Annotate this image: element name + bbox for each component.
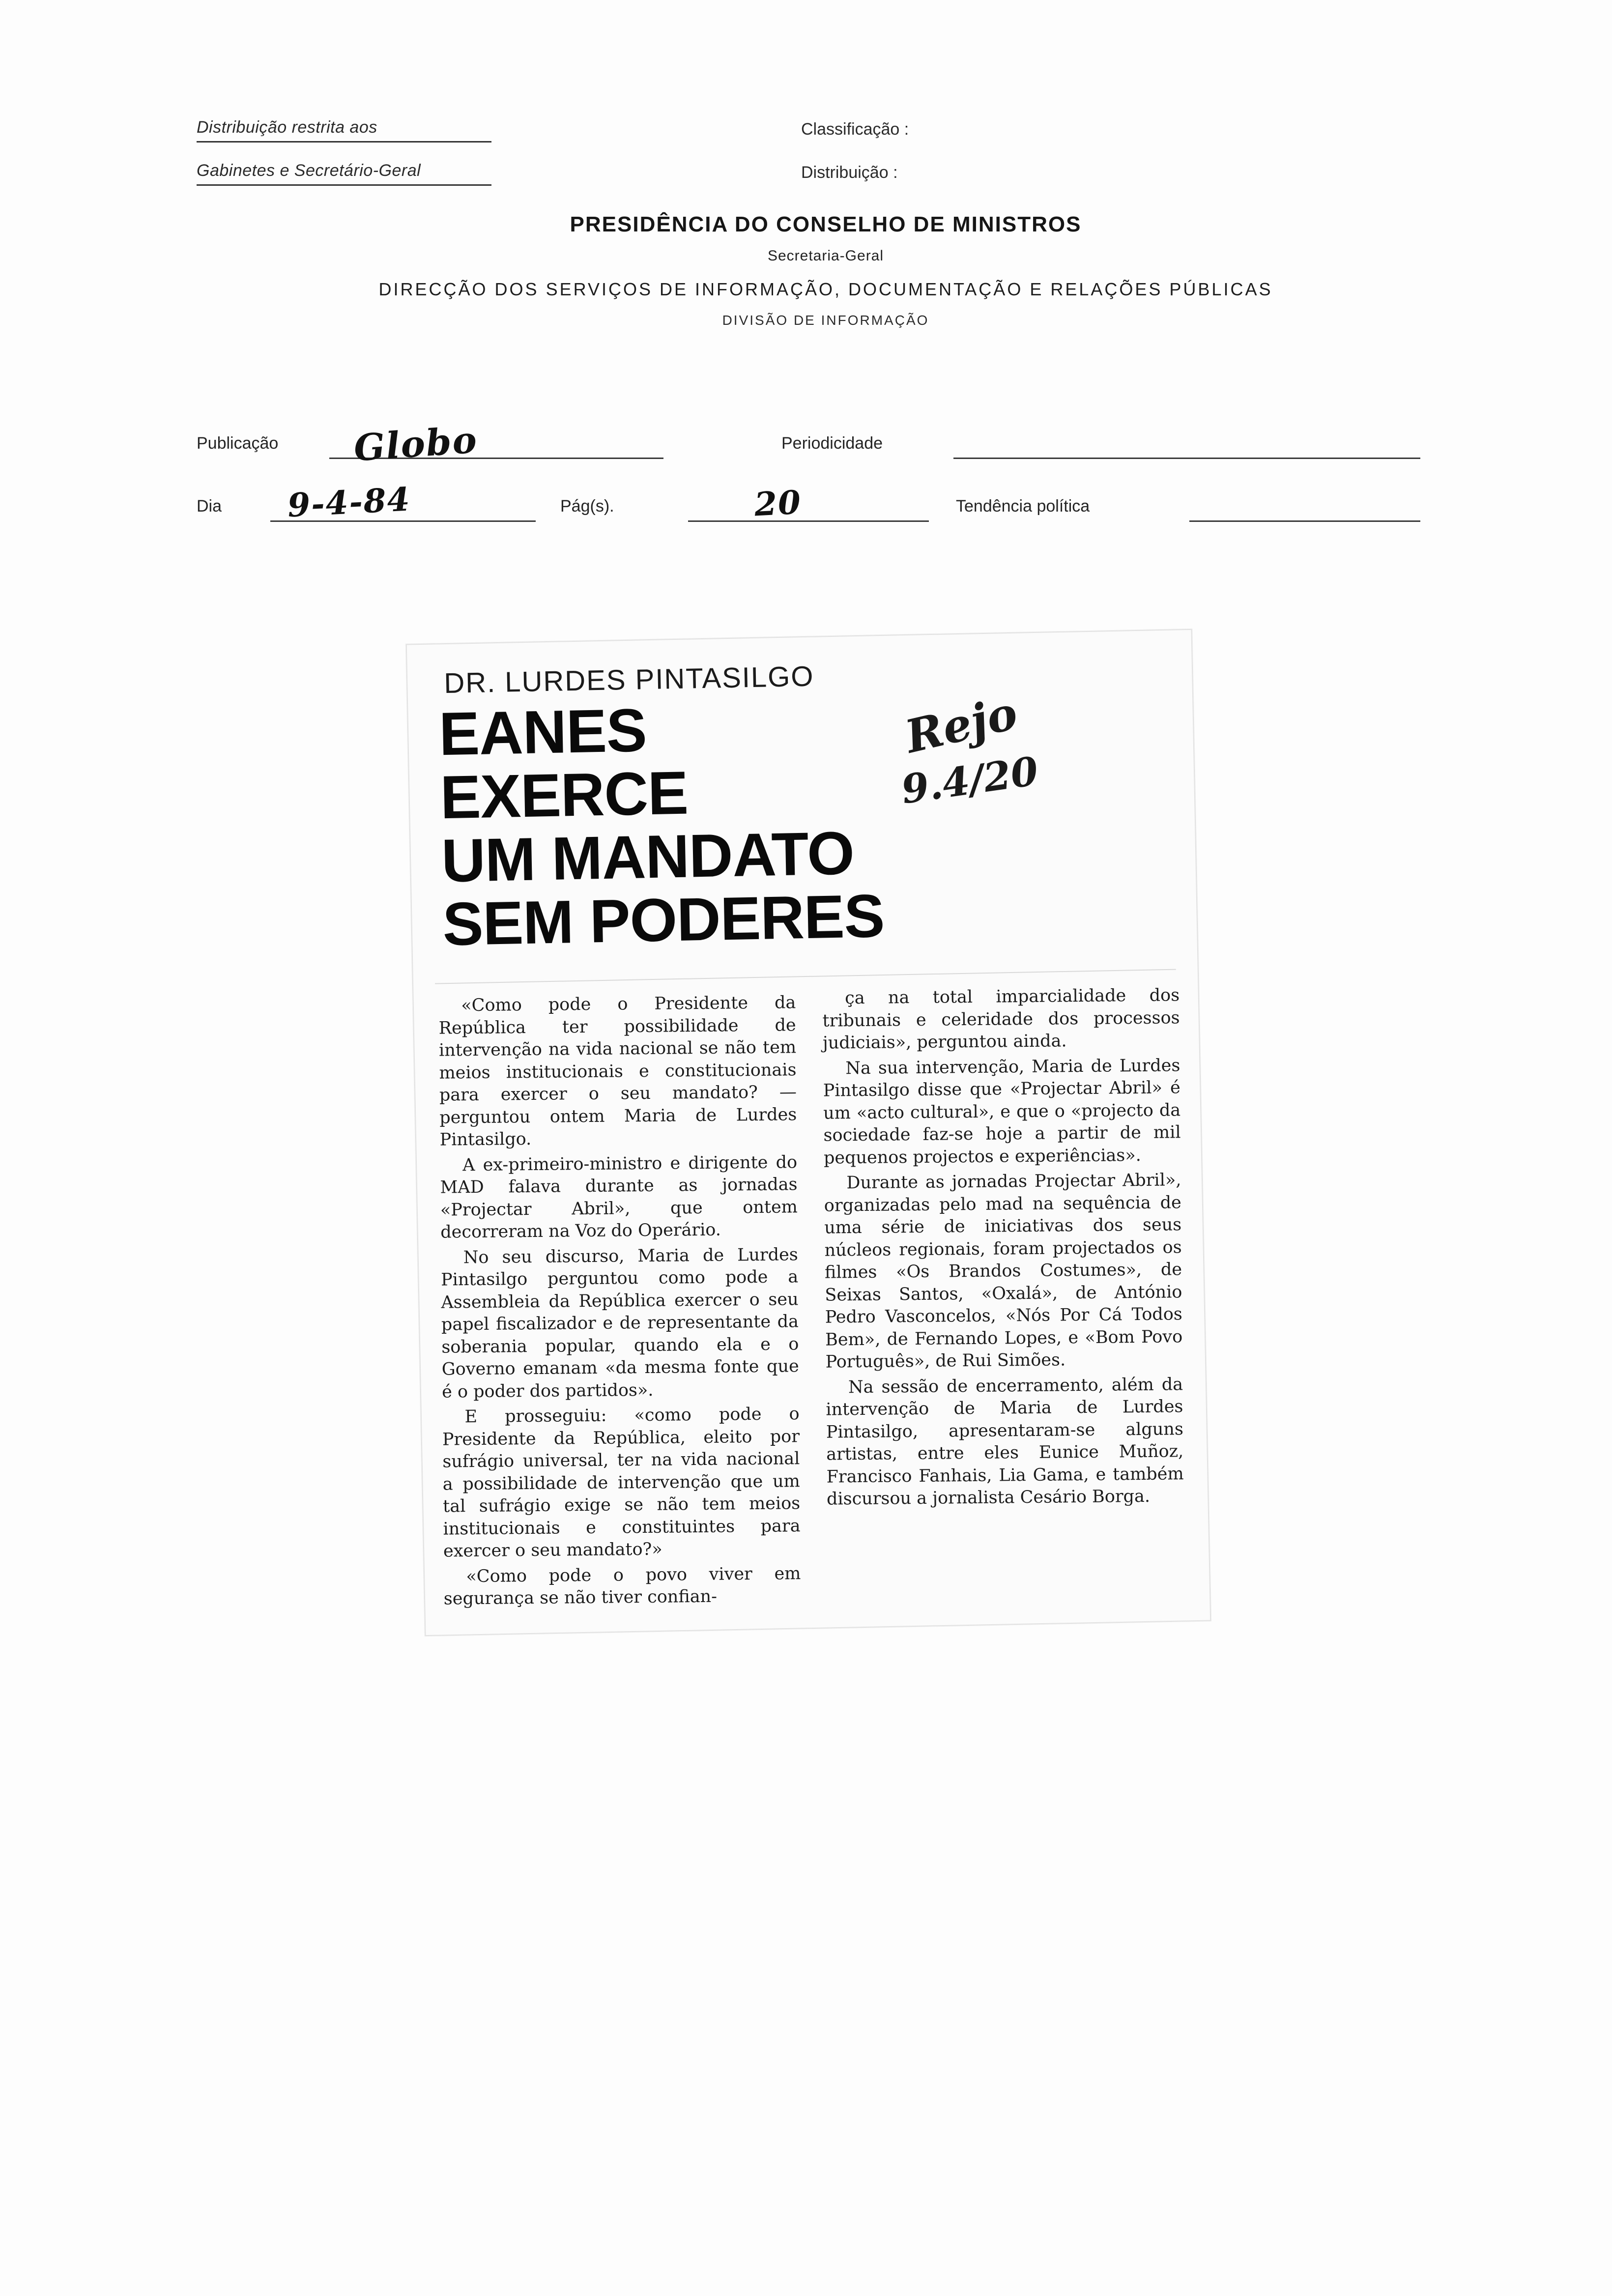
handwritten-reference: 9.4/20 [898,747,1041,813]
paragraph: ça na total imparcialidade dos tribunais e celeridade dos processos judiciais», perguntou ainda. [822,985,1180,1053]
organization-title: PRESIDÊNCIA DO CONSELHO DE MINISTROS [570,212,1082,236]
pages-field[interactable] [688,483,929,522]
handwritten-signature: Rejo [900,686,1023,764]
tendency-label: Tendência política [956,497,1090,516]
organization-division: DIVISÃO DE INFORMAÇÃO [722,313,929,328]
tendency-field[interactable] [1189,483,1420,522]
pages-label: Pág(s). [560,497,614,516]
organization-department: DIRECÇÃO DOS SERVIÇOS DE INFORMAÇÃO, DOCUMENTAÇÃO E RELAÇÕES PÚBLICAS [378,279,1273,299]
field-row-publication [197,420,1455,483]
classification-label: Classificação : [801,120,909,139]
restricted-distribution-line-1: Distribuição restrita aos [197,118,491,143]
pages-value: 20 [753,483,803,524]
paragraph: Durante as jornadas Projectar Abril», organizadas pelo mad na sequência de uma série de iniciativas dos seus núcleos regionais, foram projectados os filmes «Os Brandos Costumes», de Seixas Santos, «Oxalá», de António Pedro Vasconcelos, «Nós Por Cá Todos Bem», de Fernando Lopes, e «Bom Povo Português», de Rui Simões. [824,1170,1183,1372]
headline-line-2: EXERCE [439,759,689,832]
distribution-label: Distribuição : [801,163,898,182]
clipping-columns [435,969,1188,1615]
form-fields [197,420,1455,546]
paragraph: «Como pode o Presidente da República ter possibilidade de intervenção na vida nacional se não tem meios institucionais e constitucionais para exercer o seu mandato? — perguntou ontem Maria de Lurdes Pintasilgo. [438,993,797,1150]
headline-line-1: EANES [438,696,647,769]
header-top-row [197,118,1455,192]
paragraph: No seu discurso, Maria de Lurdes Pintasilgo perguntou como pode a Assembleia da República exercer o seu papel fiscalizador e de representante da soberania popular, quando ela e o Governo emanam «da mesma fonte que é o poder dos partidos». [440,1244,799,1402]
day-value: 9-4-84 [287,480,412,525]
newspaper-clipping [406,629,1211,1636]
clipping-column-right [822,984,1185,1606]
paragraph: «Como pode o povo viver em segurança se não tiver confian- [443,1563,801,1609]
organization-subtitle: Secretaria-Geral [767,248,884,264]
periodicity-field[interactable] [953,420,1420,459]
paragraph: Na sua intervenção, Maria de Lurdes Pintasilgo disse que «Projectar Abril» é um «acto cultural», e que o «projecto da sociedade faz-se hoje a partir de mil pequenos projectos e experiências». [823,1055,1181,1168]
headline-line-4: SEM PODERES [442,882,885,959]
restricted-distribution-line-2: Gabinetes e Secretário-Geral [197,161,491,186]
clipping-kicker: DR. LURDES PINTASILGO [443,660,814,700]
periodicity-label: Periodicidade [781,434,883,453]
form-header [197,118,1455,328]
paragraph: A ex-primeiro-ministro e dirigente do MAD falava durante as jornadas «Projectar Abril», que ontem decorreram na Voz do Operário. [440,1152,798,1242]
publication-value: Globo [352,419,479,470]
clipping-column-left [438,992,801,1613]
paragraph: Na sessão de encerramento, além da intervenção de Maria de Lurdes Pintasilgo, apresentaram-se alguns artistas, entre eles Eunice Muñoz, Francisco Fanhais, Lia Gama, e também discursou a jornalista Cesário Borga. [826,1374,1184,1509]
clipping-headline [438,689,1176,959]
headline-line-3: UM MANDATO [440,819,855,895]
day-label: Dia [197,497,222,516]
field-row-day [197,480,1455,546]
publication-label: Publicação [197,434,279,453]
paragraph: E prosseguiu: «como pode o Presidente da República, eleito por sufrágio universal, ter na vida nacional a possibilidade de intervenção que um tal sufrágio exige se não tem meios institucionais e constituintes para exercer o seu mandato?» [442,1404,801,1561]
